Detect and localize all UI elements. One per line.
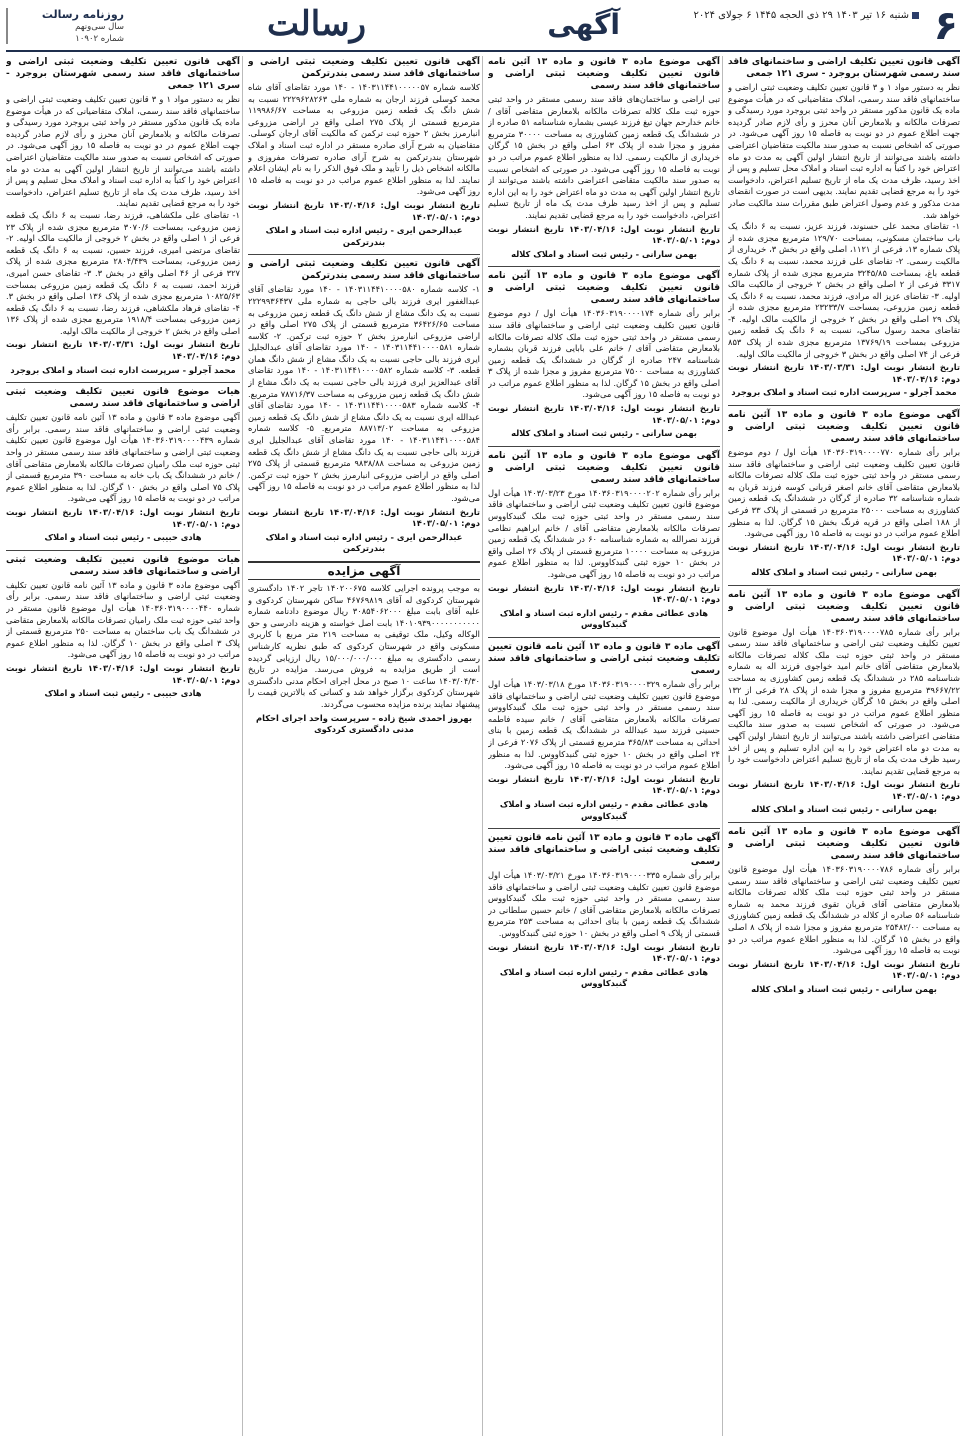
logo-text: رسالت	[266, 4, 366, 44]
notice-signature: هادی عطائی مقدم - رئیس اداره ثبت اسناد و املاک گنبدکاووس	[499, 966, 709, 989]
notice-items: ۱- تقاضای علی ملکشاهی، فرزند رضا، نسبت به ۶ دانگ یک قطعه زمین مزروعی، بمساحت ۳۰۷۰/۶ مترمربع مجزی شده از پلاک ۲۳ فرعی از ۱ اصلی واقع در بخش ۲ خروجی از مالکیت مالک اولیه. ۲- تقاضای مرتضی امیری، فرزند حسین، نسبت به ۶ دانگ یک قطعه زمین مزروعی، بمساحت ۲۸۰۴/۴۳۹ مترمربع مجزی شده از پلاک ۳۲۷ فرعی از ۴۶ اصلی واقع در بخش ۳. ۳- تقاضای حسن امیری، فرزند احمد، نسبت به ۶ دانگ یک قطعه زمین مزروعی بمساحت ۱۰۸۲۵/۶۳ مترمربع مجزی شده از پلاک ۱۳۶ اصلی واقع در بخش ۳. ۴- تقاضای فرهاد ملکشاهی، فرزند رضا، نسبت به ۶ دانگ یک قطعه زمین مزروعی بمساحت ۱۹۱۸/۴ مترمربع مجزی شده از پلاک ۱۳۶ اصلی واقع در بخش ۲ خروجی از مالکیت مالک اولیه.	[6, 209, 240, 336]
column-2	[488, 56, 720, 1436]
notice	[728, 585, 960, 817]
notice-body: برابر رأی شماره ۱۴۰۳۶۰۳۱۹۰۰۰۰۲۰۲ مورخ ۱۴۰۳/۰۳/۲۳ هیأت اول موضوع قانون تعیین تکلیف وضعیت ثبتی اراضی و ساختمانهای فاقد سند رسمی مستقر در واحد ثبتی حوزه ثبت ملک گنبدکاووس تصرفات مالکانه بلامعارض متقاضی آقای / خانم ابراهیم نظامی فرزند نصرالله به شماره شناسنامه ۶۰ در ششدانگ یک قطعه زمین مزروعی به مساحت ۱۰۰۰۰ مترمربع قسمتی از پلاک ۲۶ اصلی واقع در بخش ۱۰ حوزه ثبتی گنبدکاووس. لذا به منظور اطلاع عموم مراتب در دو نوبت به فاصله ۱۵ روز آگهی می‌شود.	[488, 487, 720, 579]
notice	[488, 446, 720, 631]
notice-dates: تاریخ انتشار نوبت اول: ۱۴۰۳/۰۴/۱۶ تاریخ انتشار نوبت دوم: ۱۴۰۳/۰۵/۰۱	[488, 582, 720, 605]
issue-date-line	[693, 10, 922, 21]
notice-signature: هادی عطائی مقدم - رئیس اداره ثبت اسناد و املاک گنبدکاووس	[499, 798, 709, 821]
notice-body: برابر رأی شماره ۱۴۰۳۶۰۳۱۹۰۰۰۰۳۳۵ مورخ ۱۴۰۳/۰۳/۲۱ هیأت اول موضوع قانون تعیین تکلیف وضعیت ثبتی اراضی و ساختمانهای فاقد سند رسمی مستقر در واحد ثبتی حوزه ثبت ملک گنبدکاووس تصرفات مالکانه بلامعارض متقاضی آقای / خانم حسین سلطانی در ششدانگ یک قطعه زمین با بنای احداثی به مساحت ۲۵۳ مترمربع قسمتی از پلاک ۹ اصلی واقع در بخش ۱۰ حوزه ثبتی گنبدکاووس.	[488, 870, 720, 939]
notice-body: نظر به دستور مواد ۱ و ۳ قانون تعیین تکلیف وضعیت ثبتی اراضی و ساختمانهای فاقد سند رسمی، املاک متقاضیانی که در هیأت موضوع ماده یک قانون مذکور مستقر در واحد ثبتی بروجرد مورد رسیدگی و تصرفات مالکانه و بلامعارض آنان محرز و رأی لازم صادر گردیده جهت اطلاع عموم در دو نوبت به فاصله ۱۵ روز آگهی می‌شود. در صورتی که اشخاص نسبت به صدور سند مالکیت متقاضیان اعتراضی داشته باشند می‌توانند از تاریخ انتشار اولین آگهی به مدت دو ماه اعتراض خود را کتباً به اداره ثبت اسناد و املاک محل تسلیم و پس از اخذ رسید، ظرف مدت یک ماه از تاریخ تسلیم اعتراض، دادخواست خود را به مرجع قضایی تقدیم نمایند.	[6, 94, 240, 209]
notice-dates: تاریخ انتشار نوبت اول: ۱۴۰۳/۰۳/۳۱ تاریخ انتشار نوبت دوم: ۱۴۰۳/۰۴/۱۶	[6, 339, 240, 362]
notice-dates: تاریخ انتشار نوبت اول: ۱۴۰۳/۰۴/۱۶ تاریخ انتشار نوبت دوم: ۱۴۰۳/۰۵/۰۱	[488, 941, 720, 964]
notice-dates: تاریخ انتشار نوبت اول: ۱۴۰۳/۰۴/۱۶ تاریخ انتشار نوبت دوم: ۱۴۰۳/۰۵/۰۱	[6, 662, 240, 685]
issue-number: شماره ۱۰۹۰۲	[75, 34, 124, 44]
auction-notice	[248, 561, 480, 736]
notice-title: آگهی موضوع ماده ۳ قانون و ماده ۱۳ آئین نامه قانون تعیین تکلیف وضعیت ثبتی اراضی و ساختمانهای فاقد سند رسمی	[728, 827, 960, 862]
column-divider	[482, 56, 483, 1436]
notice-body: برابر رأی شماره ۱۴۰۳۶۰۳۱۹۰۰۰۰۷۸۵ هیأت اول موضوع قانون تعیین تکلیف وضعیت ثبتی اراضی و ساختمانهای فاقد سند رسمی مستقر در واحد ثبتی حوزه ثبت ملک کلاله تصرفات مالکانه بلامعارض متقاضی آقای خانم امید خواجوی فرزند اله به شماره شناسنامه ۲۸۵ در ششدانگ یک قطعه زمین کشاورزی به مساحت ۳۹۶۶۷/۲۲ مترمربع مفروز و مجزا شده از پلاک ۲۸ فرعی از ۱۳۲ اصلی واقع در بخش ۱۵ گرگان خریداری از مالکیت رسمی. لذا به منظور اطلاع عموم مراتب در دو نوبت به فاصله ۱۵ روز آگهی می‌شود. در صورتی که اشخاص نسبت به صدور سند مالکیت متقاضی اعتراضی داشته باشند می‌توانند از تاریخ انتشار اولین آگهی به مدت دو ماه اعتراض خود را به این اداره تسلیم و پس از اخذ رسید ظرف مدت یک ماه از تاریخ تسلیم اعتراض دادخواست خود را به مرجع قضایی تقدیم نمایند.	[728, 626, 960, 776]
header-rule	[6, 50, 960, 52]
page-header	[6, 4, 960, 48]
notice-signature: بهمن سارانی - رئیس ثبت اسناد و املاک کلاله	[511, 248, 697, 259]
issue-date: شنبه ۱۶ تیر ۱۴۰۳ ۲۹ ذی الحجه ۱۴۴۵ ۶ جولای ۲۰۲۴	[693, 10, 909, 21]
notice-body: ۱- کلاسه شماره ۱۴۰۳۱۱۴۴۱۰۰۰۰۵۸۰ - ۱۴۰ مورد تقاضای آقای عبدالغفور ایری فرزند بالی حاجی به شماره ملی ۲۲۲۹۹۳۶۴۳۷ نسبت به یک دانگ مشاع از شش دانگ یک قطعه زمین مزروعی به مساحت ۳۶۴۲۶/۶۵ مترمربع قسمتی از پلاک ۲۷۵ اصلی واقع در اراضی مزروعی انبارمرز بخش ۲ حوزه ثبت ترکمن. ۲- کلاسه شماره ۱۴۰۳۱۱۴۴۱۰۰۰۰۵۸۱ - ۱۴۰ مورد تقاضای آقای عبدالجلیل ایری فرزند بالی حاجی نسبت به یک دانگ مشاع از شش دانگ همان قطعه. ۳- کلاسه شماره ۱۴۰۳۱۱۴۴۱۰۰۰۰۵۸۲ - ۱۴۰ مورد تقاضای آقای عبدالعزیز ایری فرزند بالی حاجی نسبت به یک دانگ مشاع از شش دانگ یک قطعه زمین مزروعی به مساحت ۷۸۷۱۶/۳۷ مترمربع. ۴- کلاسه شماره ۱۴۰۳۱۱۴۴۱۰۰۰۰۵۸۳ - ۱۴۰ مورد تقاضای آقای عبدالله ایری نسبت به یک دانگ مشاع از شش دانگ یک قطعه زمین مزروعی به مساحت ۸۸۷۱۳/۰۲ مترمربع. ۵- کلاسه شماره ۱۴۰۳۱۱۴۴۱۰۰۰۰۵۸۴ - ۱۴۰ مورد تقاضای آقای عبدالجلیل ایری فرزند بالی حاجی نسبت به یک دانگ مشاع از شش دانگ یک قطعه زمین مزروعی به مساحت ۹۸۳۸/۸۸ مترمربع قسمتی از پلاک ۲۷۵ اصلی واقع در اراضی مزروعی انبارمرز بخش ۲ حوزه ثبت ترکمن. لذا به منظور اطلاع عموم مراتب در دو نوبت به فاصله ۱۵ روز آگهی می‌شود.	[248, 284, 480, 503]
notice-signature: هادی حبیبی - رئیس ثبت اسناد و املاک	[44, 688, 202, 699]
notice	[488, 828, 720, 990]
notice-signature: بهمن سارانی - رئیس ثبت اسناد و املاک کلاله	[751, 566, 937, 577]
notice	[6, 56, 240, 376]
notice-signature: هادی عطائی مقدم - رئیس اداره ثبت اسناد و املاک گنبدکاووس	[499, 607, 709, 630]
column-4	[6, 56, 240, 1436]
notice-body: نظر به دستور مواد ۱ و ۳ قانون تعیین تکلیف وضعیت ثبتی اراضی و ساختمانهای فاقد سند رسمی، املاک متقاضیانی که در هیأت موضوع ماده یک قانون مذکور مستقر در واحد ثبتی بروجرد مورد رسیدگی و تصرفات مالکانه و بلامعارض آنان محرز و رأی لازم صادر گردیده جهت اطلاع عموم در دو نوبت به فاصله ۱۵ روز آگهی می‌شود. در صورتی که اشخاص نسبت به صدور سند مالکیت متقاضیان اعتراضی داشته باشند می‌توانند از تاریخ انتشار اولین آگهی به مدت دو ماه اعتراض خود را کتباً به اداره ثبت اسناد و املاک محل تسلیم و پس از اخذ رسید، ظرف مدت یک ماه از تاریخ تسلیم اعتراض، دادخواست خود را به مرجع قضایی تقدیم نمایند. بدیهی است در صورت انقضای مدت مذکور و عدم وصول اعتراض طبق مقررات سند مالکیت صادر خواهد شد.	[728, 82, 960, 220]
notice-dates: تاریخ انتشار نوبت اول: ۱۴۰۳/۰۳/۳۱ تاریخ انتشار نوبت دوم: ۱۴۰۳/۰۴/۱۶	[728, 362, 960, 384]
notice-title: هیات موضوع قانون تعیین تکلیف وضعیت ثبتی اراضی و ساختمانهای فاقد سند رسمی	[6, 387, 240, 410]
notice-items: ۱- تقاضای محمد علی حسنوند، فرزند عزیز، نسبت به ۶ دانگ یک باب ساختمان مسکونی، بمساحت ۱۲۹/۷۰ مترمربع مجزی شده از پلاک شماره ۱۳، فرعی از ۱۱۲۱، اصلی واقع در بخش ۳، خریداری از مالکیت رسمی. ۲- تقاضای علی فرزند محمد، نسبت به ۶ دانگ یک قطعه باغ، بمساحت ۳۲۴۵/۸۵ مترمربع مجزی شده از پلاک شماره ۳۳۱۷ فرعی از ۲ اصلی واقع در بخش ۲ خروجی از مالکیت مالک اولیه. ۳- تقاضای عزیز اله مرادی، فرزند محمد، نسبت به ۶ دانگ یک قطعه زمین مزروعی، بمساحت ۲۳۲۳۳/۷ مترمربع مجزی شده از پلاک ۲۹ اصلی واقع در بخش ۲ خروجی از مالکیت مالک اولیه. ۴- تقاضای محمد رسول ساکی، نسبت به ۶ دانگ یک قطعه زمین مزروعی بمساحت ۱۳۷۶۹/۱۹ مترمربع مجزی شده از پلاک ۸۵۳ فرعی از ۷۴ اصلی واقع در بخش ۳ خروجی از مالکیت مالک اولیه.	[728, 221, 960, 359]
notice	[728, 822, 960, 996]
auction-banner: آگهی مزایده	[248, 561, 480, 580]
column-1	[728, 56, 960, 1436]
masthead-logo	[206, 4, 366, 46]
notice-signature: بهروز احمدی شیخ زاده - سرپرست واحد اجرای احکام مدنی دادگستری کردکوی	[256, 712, 472, 735]
notice-title: آگهی موضوع ماده ۳ قانون و ماده ۱۳ آئین نامه قانون تعیین تکلیف وضعیت ثبتی اراضی و ساختمانهای فاقد سند رسمی	[488, 271, 720, 306]
notice-title: هیات موضوع قانون تعیین تکلیف وضعیت ثبتی اراضی و ساختمانهای فاقد سند رسمی	[6, 554, 240, 577]
notice-dates: تاریخ انتشار نوبت اول: ۱۴۰۳/۰۴/۱۶ تاریخ انتشار نوبت دوم: ۱۴۰۳/۰۵/۰۱	[488, 403, 720, 425]
notice-body: به موجب پرونده اجرایی کلاسه ۱۴۰۲۰۰۶۷۵ تاجر ۱۴۰۲ دادگستری شهرستان کردکوی له آقای ۴۶۷۶۹۸۱۹ ساکن شهرستان کردکوی و علیه آقای بابت مبلغ ۳۰۸۵۴۰۶۲۰۰۰ ریال موضوع دادنامه شماره ۱۴۰۱۰۹۳۹۰۰۰۰۰۰۰۰۰۰۰ بابت اصل خواسته و هزینه دادرسی و حق الوکاله وکیل، ملک توقیفی به مساحت ۲۱۹ متر مربع با کاربری مسکونی واقع در شهرستان کردکوی که طبق نظریه کارشناس رسمی دادگستری به مبلغ ۱۵/۰۰۰/۰۰۰/۰۰۰ ریال ارزیابی گردیده است از طریق مزایده به فروش می‌رسد. مزایده در تاریخ ۱۴۰۳/۰۴/۳۰ ساعت ۱۰ صبح در محل اجرای احکام مدنی دادگستری شهرستان کردکوی برگزار خواهد شد و کسانی که بالاترین قیمت را پیشنهاد نمایند برنده مزایده محسوب می‌گردند.	[248, 582, 480, 709]
notice	[488, 266, 720, 440]
notice	[248, 254, 480, 555]
notice-body: آگهی موضوع ماده ۳ قانون و ماده ۱۳ آئین نامه قانون تعیین تکلیف وضعیت ثبتی اراضی و ساختمانهای فاقد سند رسمی. برابر رأی شماره ۱۴۰۳۶۰۳۱۹۰۰۰۰۴۳۹ هیأت اول موضوع قانون تعیین تکلیف وضعیت ثبتی اراضی و ساختمانهای فاقد سند رسمی مستقر در واحد ثبتی حوزه ثبت ملک رامیان تصرفات مالکانه بلامعارض متقاضی آقای / خانم در ششدانگ یک باب خانه به مساحت ۳۹۰ مترمربع قسمتی از پلاک ۷۵ اصلی واقع در بخش ۱۰ گرگان. لذا به منظور اطلاع عموم مراتب در دو نوبت به فاصله ۱۵ روز آگهی می‌شود.	[6, 412, 240, 504]
notice-dates: تاریخ انتشار نوبت اول: ۱۴۰۳/۰۴/۱۶ تاریخ انتشار نوبت دوم: ۱۴۰۳/۰۵/۰۱	[6, 507, 240, 529]
notice-signature: بهمن سارانی - رئیس ثبت اسناد و املاک کلاله	[751, 984, 937, 994]
notice	[6, 382, 240, 544]
notice-body: آگهی موضوع ماده ۳ قانون و ماده ۱۳ آئین نامه قانون تعیین تکلیف وضعیت ثبتی اراضی و ساختمانهای فاقد سند رسمی. برابر رأی شماره ۱۴۰۳۶۰۳۱۹۰۰۰۰۴۴۰ هیأت اول موضوع قانون مستقر در واحد ثبتی حوزه ثبت ملک رامیان تصرفات مالکانه بلامعارض متقاضی در ششدانگ یک باب ساختمان به مساحت ۲۵۰ مترمربع قسمتی از پلاک ۳ اصلی واقع در بخش ۱۰ گرگان. لذا به منظور اطلاع عموم مراتب در دو نوبت به فاصله ۱۵ روز آگهی می‌شود.	[6, 579, 240, 660]
column-divider	[722, 56, 723, 1436]
notice-dates: تاریخ انتشار نوبت اول: ۱۴۰۳/۰۴/۱۶ تاریخ انتشار نوبت دوم: ۱۴۰۳/۰۵/۰۱	[728, 541, 960, 564]
notice-dates: تاریخ انتشار نوبت اول: ۱۴۰۳/۰۴/۱۶ تاریخ انتشار نوبت دوم: ۱۴۰۳/۰۵/۰۱	[728, 779, 960, 801]
notice-signature: محمد آجرلو - سرپرست اداره ثبت اسناد و املاک بروجرد	[10, 364, 236, 375]
notice-title: آگهی قانون تعیین تکلیف وضعیت ثبتی اراضی و ساختمانهای فاقد سند رسمی بندرترکمن	[248, 57, 480, 79]
notice-signature: عبدالرحمن ایری - رئیس اداره ثبت اسناد و املاک بندرترکمن	[265, 225, 463, 247]
issue-year: سال سی‌ونهم	[75, 22, 124, 32]
bullet-square-icon	[912, 12, 919, 19]
notice-body: برابر رأی شماره ۱۴۰۳۶۰۳۱۹۰۰۰۰۱۷۴ هیأت اول / دوم موضوع قانون تعیین تکلیف وضعیت ثبتی اراضی و ساختمانهای فاقد سند رسمی مستقر در واحد ثبتی حوزه ثبت ملک کلاله تصرفات مالکانه بلامعارض متقاضی آقای / خانم علی بابایی فرزند قربان بشماره شناسنامه ۲۴۷ صادره از گرگان در ششدانگ یک قطعه زمین کشاورزی به مساحت ۷۵۰۰ مترمربع مفروز و مجزا شده از پلاک ۳ اصلی واقع در بخش ۱۵ گرگان. لذا به منظور اطلاع عموم مراتب در دو نوبت به فاصله ۱۵ روز آگهی می‌شود.	[488, 308, 720, 400]
notice-title: آگهی قانون تعیین تکلیف وضعیت ثبتی اراضی و ساختمانهای فاقد سند رسمی شهرستان بروجرد - سری ۱۲۱ جمعی	[6, 57, 240, 91]
notice-title: آگهی قانون تعیین تکلیف اراضی و ساختمانهای فاقد سند رسمی شهرستان بروجرد - سری ۱۲۱ جمعی	[728, 57, 960, 79]
notice-title: آگهی موضوع ماده ۳ قانون و ماده ۱۳ آئین نامه قانون تعیین تکلیف وضعیت ثبتی اراضی و ساختمانهای فاقد سند رسمی	[728, 410, 960, 445]
notice-title: آگهی ماده ۳ قانون و ماده ۱۳ آئین نامه قانون تعیین تکلیف وضعیت ثبتی اراضی و ساختمانهای فاقد سند رسمی	[488, 641, 720, 676]
notice-signature: هادی حبیبی - رئیس ثبت اسناد و املاک	[44, 532, 202, 543]
mini-brand: روزنامه رسالت	[41, 8, 124, 21]
notice	[728, 56, 960, 399]
issue-info-box	[6, 8, 124, 44]
notice-dates: تاریخ انتشار نوبت اول: ۱۴۰۳/۰۴/۱۶ تاریخ انتشار نوبت دوم: ۱۴۰۳/۰۵/۰۱	[248, 506, 480, 529]
notice-dates: تاریخ انتشار نوبت اول: ۱۴۰۳/۰۴/۱۶ تاریخ انتشار نوبت دوم: ۱۴۰۳/۰۵/۰۱	[488, 223, 720, 246]
notice-dates: تاریخ انتشار نوبت اول: ۱۴۰۳/۰۴/۱۶ تاریخ انتشار نوبت دوم: ۱۴۰۳/۰۵/۰۱	[728, 958, 960, 981]
notice	[728, 405, 960, 579]
notice-signature: بهمن سارانی - رئیس ثبت اسناد و املاک کلاله	[511, 428, 697, 439]
notice-dates: تاریخ انتشار نوبت اول: ۱۴۰۳/۰۴/۱۶ تاریخ انتشار نوبت دوم: ۱۴۰۳/۰۵/۰۱	[488, 773, 720, 796]
notice-body: برابر رأی شماره ۱۴۰۳۶۰۳۱۹۰۰۰۰۳۲۹ مورخ ۱۴۰۳/۰۳/۱۸ هیأت اول موضوع قانون تعیین تکلیف وضعیت ثبتی اراضی و ساختمانهای فاقد سند رسمی مستقر در واحد ثبتی حوزه ثبت ملک گنبدکاووس تصرفات مالکانه بلامعارض متقاضی آقای / خانم سیده فاطمه حسینی فرزند سید عبدالله در ششدانگ یک قطعه زمین با بنای احداثی به مساحت ۳۶۵/۸۳ مترمربع قسمتی از پلاک ۲۰۷۶ فرعی از ۲۴ اصلی واقع در بخش ۱۰ حوزه ثبتی گنبدکاووس. لذا به منظور اطلاع عموم مراتب در دو نوبت به فاصله ۱۵ روز آگهی می‌شود.	[488, 678, 720, 771]
notice-title: آگهی موضوع ماده ۳ قانون و ماده ۱۳ آئین نامه قانون تعیین تکلیف وضعیت ثبتی اراضی و ساختمانهای فاقد سند رسمی	[728, 589, 960, 624]
notice-title: آگهی قانون تعیین تکلیف وضعیت ثبتی اراضی و ساختمانهای فاقد سند رسمی بندرترکمن	[248, 259, 480, 282]
notice-signature: بهمن سارانی - رئیس ثبت اسناد و املاک کلاله	[751, 804, 937, 815]
notice-title: آگهی ماده ۳ قانون و ماده ۱۳ آئین نامه قانون تعیین تکلیف وضعیت ثبتی اراضی و ساختمانهای فاقد سند رسمی	[488, 833, 720, 868]
notice-body: کلاسه شماره ۱۴۰۳۱۱۴۴۱۰۰۰۰۰۵۷ - ۱۴۰ مورد تقاضای آقای شاه محمد کوسلی فرزند ارجان به شماره ملی ۲۲۲۹۶۲۸۲۶۳ نسبت به شش دانگ یک قطعه زمین مزروعی به مساحت ۱۱۹۹۸۶/۶۷ مترمربع قسمتی از پلاک ۲۷۵ اصلی واقع در اراضی مزروعی انبارمرز بخش ۲ حوزه ثبت ترکمن که مالکیت آقای ارجان کوسلی. متقاضیان به شرح آرای صادره مستقر در اداره ثبت اسناد و املاک شهرستان بندرترکمن به شرح آرای صادره تصرفات مفروزی و مالکانه اشخاص ذیل را تأیید و ملک فوق الذکر را به نام ایشان اعلام نمایند. لذا به منظور اطلاع عموم مراتب در دو نوبت به فاصله ۱۵ روز آگهی می‌شود.	[248, 82, 480, 197]
notice-title: آگهی موضوع ماده ۳ قانون و ماده ۱۳ آئین نامه قانون تعیین تکلیف وضعیت ثبتی اراضی و ساختمانهای فاقد سند رسمی	[488, 450, 720, 485]
column-3	[248, 56, 480, 1436]
notice	[248, 56, 480, 248]
column-divider	[242, 56, 243, 1436]
notice-body: تبی اراضی و ساختمان‌های فاقد سند رسمی مستقر در واحد ثبتی حوزه ثبت ملک کلاله تصرفات مالکانه بلامعارض متقاضی آقای / خانم خدارحم جهان تیغ فرزند عیسی بشماره شناسنامه ۵۱ صادره از در ششدانگ یک قطعه زمین کشاورزی به مساحت ۳۰۰۰۰ مترمربع مفروز و مجزا شده از پلاک ۶۳ اصلی واقع در بخش ۱۵ گرگان خریداری از مالکیت رسمی. لذا به منظور اطلاع عموم مراتب در دو نوبت به فاصله ۱۵ روز آگهی می‌شود. در صورتی که اشخاص نسبت به صدور سند مالکیت متقاضی اعتراضی داشته باشند می‌توانند از تاریخ انتشار اولین آگهی به مدت دو ماه اعتراض خود را به این اداره تسلیم و پس از اخذ رسید ظرف مدت یک ماه از تاریخ تسلیم اعتراض، دادخواست خود را به مرجع قضایی تقدیم نمایند.	[488, 94, 720, 220]
notice-signature: محمد آجرلو - سرپرست اداره ثبت اسناد و املاک بروجرد	[731, 387, 957, 398]
notice	[488, 637, 720, 822]
notice-signature: عبدالرحمن ایری - رئیس اداره ثبت اسناد و املاک بندرترکمن	[265, 531, 463, 554]
page-number: ۶	[933, 3, 958, 49]
notice-dates: تاریخ انتشار نوبت اول: ۱۴۰۳/۰۴/۱۶ تاریخ انتشار نوبت دوم: ۱۴۰۳/۰۵/۰۱	[248, 199, 480, 222]
notice-body: برابر رأی شماره ۱۴۰۳۶۰۳۱۹۰۰۰۰۷۷۰ هیأت اول / دوم موضوع قانون تعیین تکلیف وضعیت ثبتی اراضی و ساختمانهای فاقد سند رسمی مستقر در واحد ثبتی حوزه ثبت ملک کلاله تصرفات مالکانه بلامعارض متقاضی آقای خانم اصغر قربانی کوسه فرزند قربان به شماره شناسنامه ۳۲ صادره از گرگان در ششدانگ یک قطعه زمین کشاورزی به مساحت ۲۵۰۰۰ مترمربع در قسمتی از پلاک ۳۳ فرعی از ۱۸۸ اصلی واقع در قریه فرنگ بخش ۱۵ گرگان. لذا به منظور اطلاع عموم مراتب در دو نوبت به فاصله ۱۵ روز آگهی می‌شود.	[728, 447, 960, 539]
notice-title: آگهی موضوع ماده ۳ قانون و ماده ۱۳ آئین نامه قانون تعیین تکلیف وضعیت ثبتی اراضی و ساختمانهای فاقد سند رسمی	[488, 57, 720, 91]
notice	[488, 56, 720, 260]
notice-body: برابر رأی شماره ۱۴۰۳۶۰۳۱۹۰۰۰۰۷۸۶ هیأت اول موضوع قانون تعیین تکلیف وضعیت ثبتی اراضی و ساختمانهای فاقد سند رسمی مستقر در واحد ثبتی حوزه ثبت ملک کلاله تصرفات مالکانه بلامعارض متقاضی آقای قربان تقوی فرزند محمد به شماره شناسنامه ۵۶ صادره از کلاله در ششدانگ یک قطعه زمین کشاورزی به مساحت ۲۵۴۸۲/۰۰ مترمربع مفروز و مجزا شده از پلاک ۸ اصلی واقع در بخش ۱۵ گرگان. لذا به منظور اطلاع عموم مراتب در دو نوبت به فاصله ۱۵ روز آگهی می‌شود.	[728, 864, 960, 956]
notice	[6, 550, 240, 700]
section-title: آگهی	[547, 8, 620, 41]
